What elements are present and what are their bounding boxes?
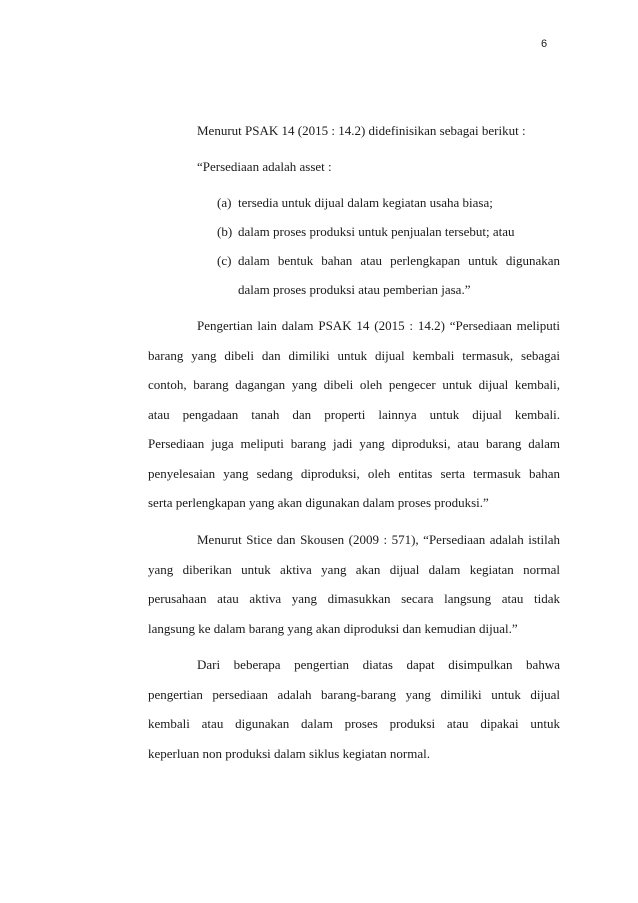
paragraph-2-line-2: barang yang dibeli dan dimiliki untuk dijual kembali termasuk, sebagai xyxy=(148,348,560,363)
list-marker-c: (c) xyxy=(217,253,232,268)
list-item-a: tersedia untuk dijual dalam kegiatan usaha biasa; xyxy=(238,195,493,210)
paragraph-4-line-1: Dari beberapa pengertian diatas dapat disimpulkan bahwa xyxy=(197,657,560,672)
paragraph-4-line-3: kembali atau digunakan dalam proses produksi atau dipakai untuk xyxy=(148,716,560,731)
paragraph-3-line-2: yang diberikan untuk aktiva yang akan dijual dalam kegiatan normal xyxy=(148,562,560,577)
paragraph-2-line-5: Persediaan juga meliputi barang jadi yang diproduksi, atau barang dalam xyxy=(148,436,560,451)
paragraph-1: Menurut PSAK 14 (2015 : 14.2) didefinisikan sebagai berikut : xyxy=(197,123,526,138)
list-item-b: dalam proses produksi untuk penjualan tersebut; atau xyxy=(238,224,515,239)
page-number: 6 xyxy=(541,38,548,50)
list-marker-b: (b) xyxy=(217,224,233,239)
paragraph-2-line-7: serta perlengkapan yang akan digunakan dalam proses produksi.” xyxy=(148,495,489,510)
paragraph-2-line-6: penyelesaian yang sedang diproduksi, oleh entitas serta termasuk bahan xyxy=(148,466,560,481)
paragraph-2-line-1: Pengertian lain dalam PSAK 14 (2015 : 14.2) “Persediaan meliputi xyxy=(197,318,560,333)
paragraph-3-line-3: perusahaan atau aktiva yang dimasukkan secara langsung atau tidak xyxy=(148,591,560,606)
paragraph-2-line-3: contoh, barang dagangan yang dibeli oleh pengecer untuk dijual kembali, xyxy=(148,377,560,392)
list-marker-a: (a) xyxy=(217,195,232,210)
paragraph-2-line-4: atau pengadaan tanah dan properti lainnya untuk dijual kembali. xyxy=(148,407,560,422)
paragraph-3-line-4: langsung ke dalam barang yang akan diproduksi dan kemudian dijual.” xyxy=(148,621,518,636)
list-item-c: dalam bentuk bahan atau perlengkapan untuk digunakan xyxy=(238,253,560,268)
list-item-c-continued: dalam proses produksi atau pemberian jasa.” xyxy=(238,282,471,297)
paragraph-4-line-4: keperluan non produksi dalam siklus kegiatan normal. xyxy=(148,746,430,761)
quote-intro: “Persediaan adalah asset : xyxy=(197,159,332,174)
paragraph-4-line-2: pengertian persediaan adalah barang-barang yang dimiliki untuk dijual xyxy=(148,687,560,702)
paragraph-3-line-1: Menurut Stice dan Skousen (2009 : 571), “Persediaan adalah istilah xyxy=(197,532,560,547)
